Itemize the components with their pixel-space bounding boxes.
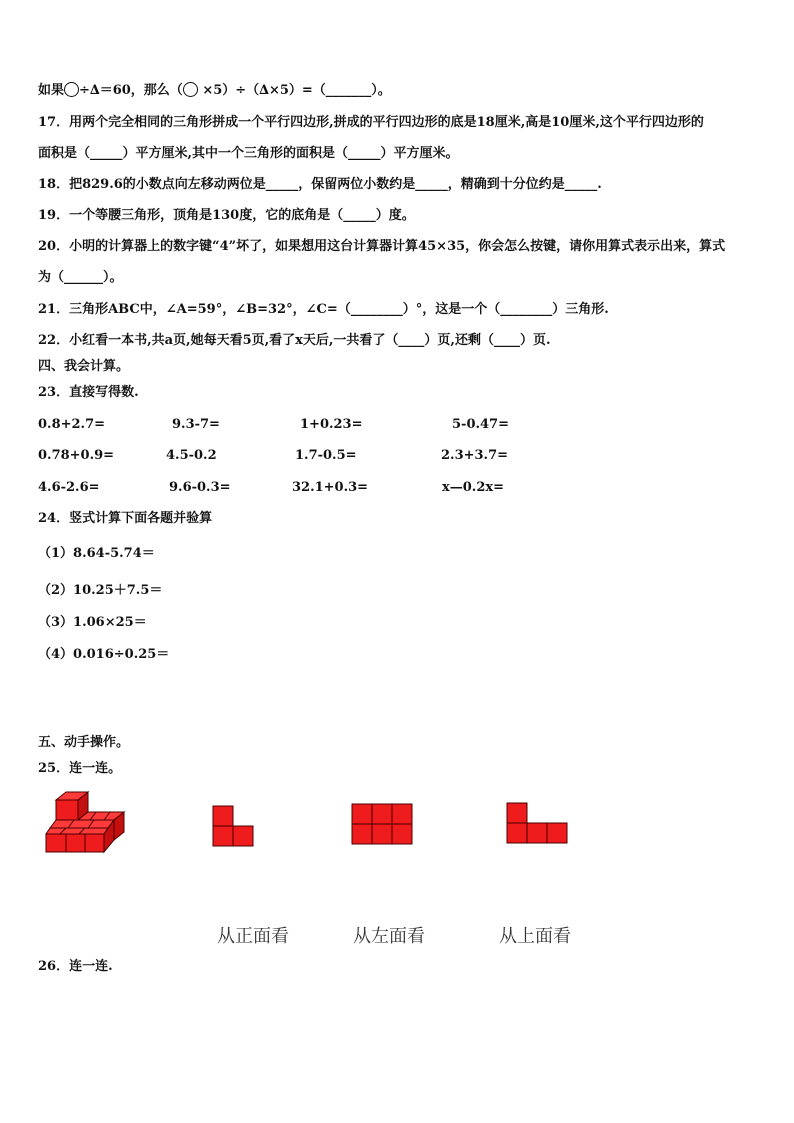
question-19: 19．一个等腰三角形，顶角是130度，它的底角是（_____）度。 (38, 208, 415, 223)
question-25: 25．连一连。 (38, 761, 122, 776)
calc-item: 5-0.47= (452, 417, 509, 432)
vertical-calc-item: （2）10.25＋7.5＝ (38, 583, 163, 598)
section-4-heading: 四、我会计算。 (38, 359, 130, 374)
calc-item: 1.7-0.5= (295, 448, 357, 463)
section-5-heading: 五、动手操作。 (38, 735, 130, 750)
cube-stack-figure (44, 790, 128, 854)
question-20-line-1: 20．小明的计算器上的数字键“4”坏了，如果想用这台计算器计算45×35，你会怎么按键，请你用算式表示出来，算式 (38, 239, 726, 254)
question-16-line (38, 82, 391, 100)
calc-item: 9.6-0.3= (169, 480, 231, 495)
calc-item: 4.5-0.2 (166, 448, 217, 463)
view-shape-a (212, 805, 256, 847)
question-20-line-2: 为（______）。 (38, 270, 123, 285)
question-17-line-1: 17．用两个完全相同的三角形拼成一个平行四边形,拼成的平行四边形的底是18厘米,高是10厘米,这个平行四边形的 (38, 115, 704, 130)
calc-item: 2.3+3.7= (441, 448, 509, 463)
circle-icon (64, 82, 79, 97)
calc-item: 0.8+2.7= (38, 417, 106, 432)
question-17-line-2: 面积是（_____）平方厘米,其中一个三角形的面积是（_____）平方厘米。 (38, 146, 459, 161)
view-label-left: 从左面看 (353, 926, 425, 947)
view-shape-c (506, 802, 568, 844)
calc-item: 4.6-2.6= (38, 480, 100, 495)
q16-middle: ÷∆＝60，那么（ (79, 83, 183, 98)
question-22: 22．小红看一本书,共a页,她每天看5页,看了x天后,一共看了（____）页,还剩（____）页. (38, 333, 551, 348)
calc-item: x—0.2x= (442, 480, 505, 495)
question-26: 26．连一连. (38, 959, 113, 974)
question-24: 24．竖式计算下面各题并验算 (38, 511, 213, 526)
question-23: 23．直接写得数. (38, 385, 139, 400)
vertical-calc-item: （3）1.06×25＝ (38, 615, 147, 630)
view-label-front: 从正面看 (217, 926, 289, 947)
q16-prefix: 如果 (38, 83, 65, 98)
calc-item: 9.3-7= (172, 417, 220, 432)
vertical-calc-item: （4）0.016÷0.25＝ (38, 647, 170, 662)
calc-item: 0.78+0.9= (38, 448, 115, 463)
question-18: 18．把829.6的小数点向左移动两位是_____，保留两位小数约是_____，精确到十分位约是_____. (38, 177, 602, 192)
circle-icon (183, 82, 198, 97)
vertical-calc-item: （1）8.64-5.74＝ (38, 546, 155, 561)
view-label-top: 从上面看 (499, 926, 571, 947)
calc-item: 1+0.23= (300, 417, 363, 432)
question-21: 21．三角形ABC中，∠A=59°，∠B=32°，∠C=（________）°，这是一个（________）三角形. (38, 302, 609, 317)
calc-item: 32.1+0.3= (292, 480, 369, 495)
q16-suffix: ×5）÷（∆×5）=（_______）。 (197, 83, 391, 98)
view-shape-b (351, 803, 413, 845)
